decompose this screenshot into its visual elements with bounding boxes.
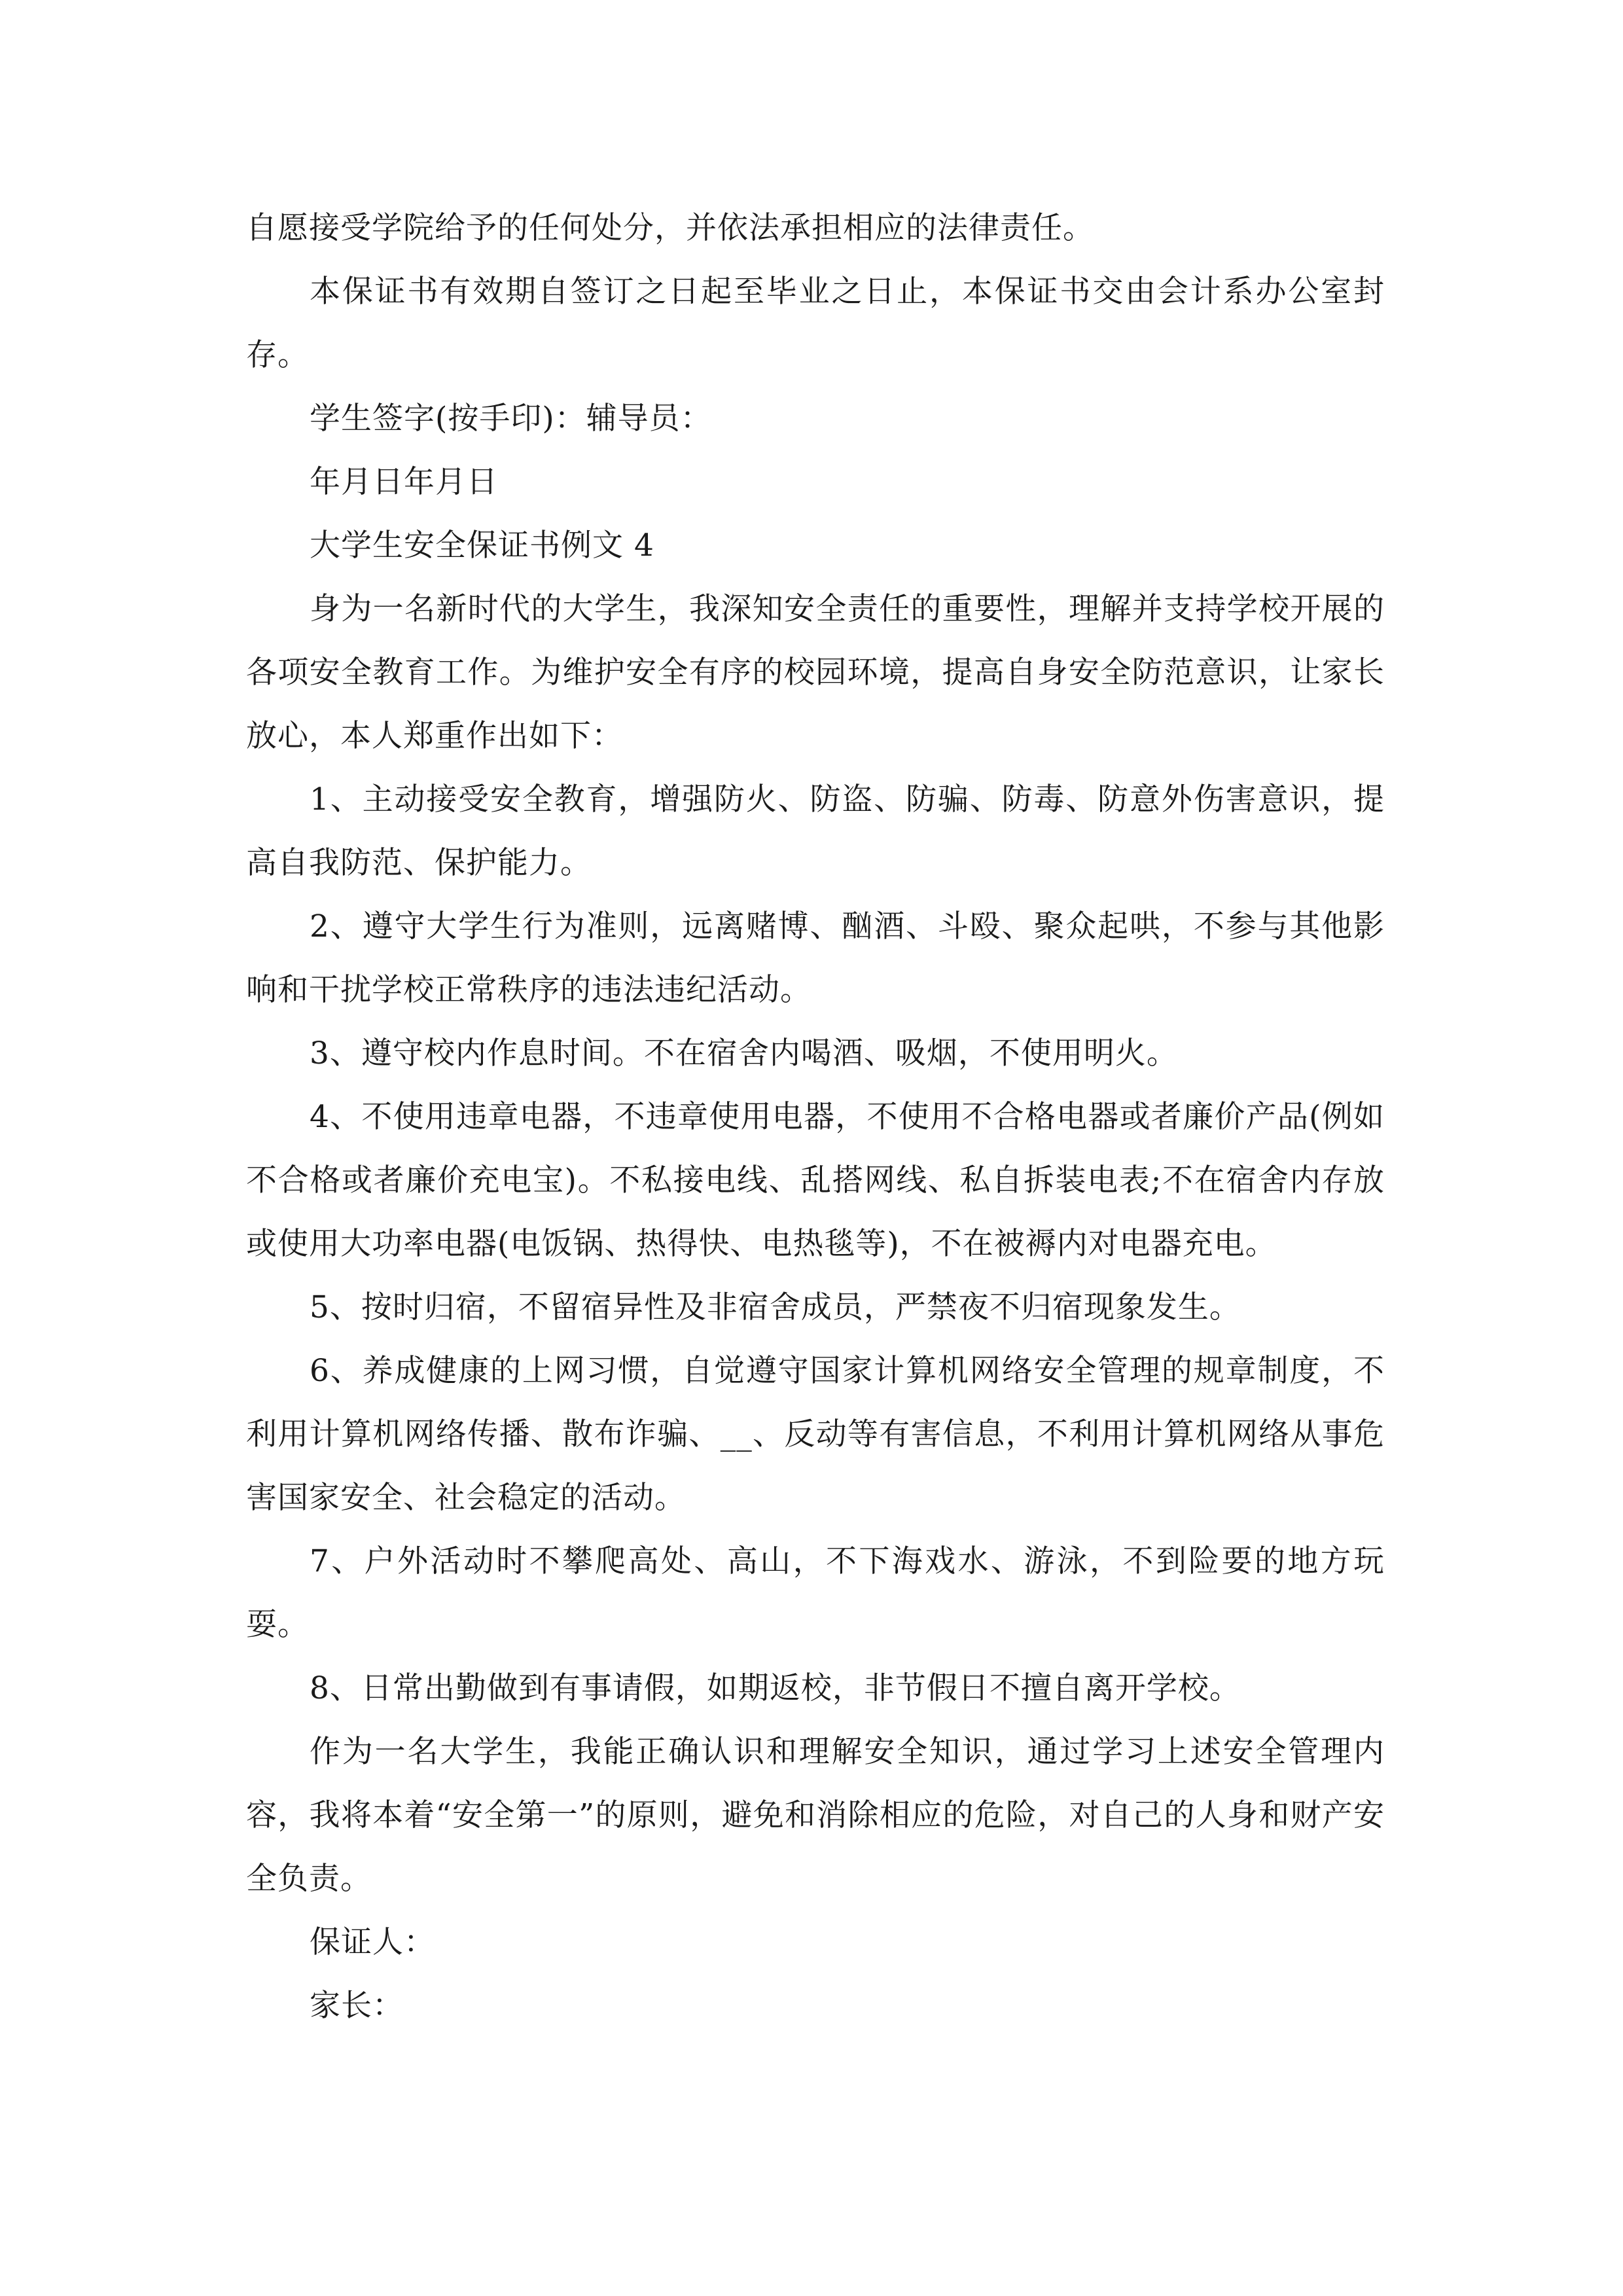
document-body (246, 196, 1385, 2037)
list-item-7: 7、户外活动时不攀爬高处、高山，不下海戏水、游泳，不到险要的地方玩耍。 (246, 1543, 1385, 1643)
signature-line-guarantor: 保证人： (310, 1924, 435, 1960)
signature-line-parent: 家长： (310, 1988, 404, 2024)
list-item-8: 8、日常出勤做到有事请假，如期返校，非节假日不擅自离开学校。 (310, 1670, 1241, 1706)
list-item-4: 4、不使用违章电器，不违章使用电器，不使用不合格电器或者廉价产品(例如不合格或者廉价充电宝)。不私接电线、乱搭网线、私自拆装电表;不在宿舍内存放或使用大功率电器(电饭锅、热得快、电热毯等)，不在被褥内对电器充电。 (246, 1099, 1385, 1262)
paragraph-conclusion: 作为一名大学生，我能正确认识和理解安全知识，通过学习上述安全管理内容，我将本着“安全第一”的原则，避免和消除相应的危险，对自己的人身和财产安全负责。 (246, 1734, 1385, 1897)
paragraph-continuation: 自愿接受学院给予的任何处分，并依法承担相应的法律责任。 (246, 210, 1094, 246)
section-heading: 大学生安全保证书例文 4 (310, 528, 654, 564)
list-item-1: 1、主动接受安全教育，增强防火、防盗、防骗、防毒、防意外伤害意识，提高自我防范、保护能力。 (246, 781, 1385, 881)
list-item-5: 5、按时归宿，不留宿异性及非宿舍成员，严禁夜不归宿现象发生。 (310, 1289, 1241, 1325)
paragraph-validity: 本保证书有效期自签订之日起至毕业之日止，本保证书交由会计系办公室封存。 (246, 274, 1385, 373)
paragraph-intro: 身为一名新时代的大学生，我深知安全责任的重要性，理解并支持学校开展的各项安全教育工作。为维护安全有序的校园环境，提高自身安全防范意识，让家长放心，本人郑重作出如下： (246, 591, 1385, 754)
list-item-6: 6、养成健康的上网习惯，自觉遵守国家计算机网络安全管理的规章制度，不利用计算机网络传播、散布诈骗、__、反动等有害信息，不利用计算机网络从事危害国家安全、社会稳定的活动。 (246, 1353, 1385, 1516)
date-line: 年月日年月日 (310, 464, 498, 500)
signature-line-student: 学生签字(按手印)：辅导员： (310, 401, 712, 437)
list-item-3: 3、遵守校内作息时间。不在宿舍内喝酒、吸烟，不使用明火。 (310, 1035, 1178, 1071)
list-item-2: 2、遵守大学生行为准则，远离赌博、酗酒、斗殴、聚众起哄，不参与其他影响和干扰学校正常秩序的违法违纪活动。 (246, 908, 1385, 1008)
